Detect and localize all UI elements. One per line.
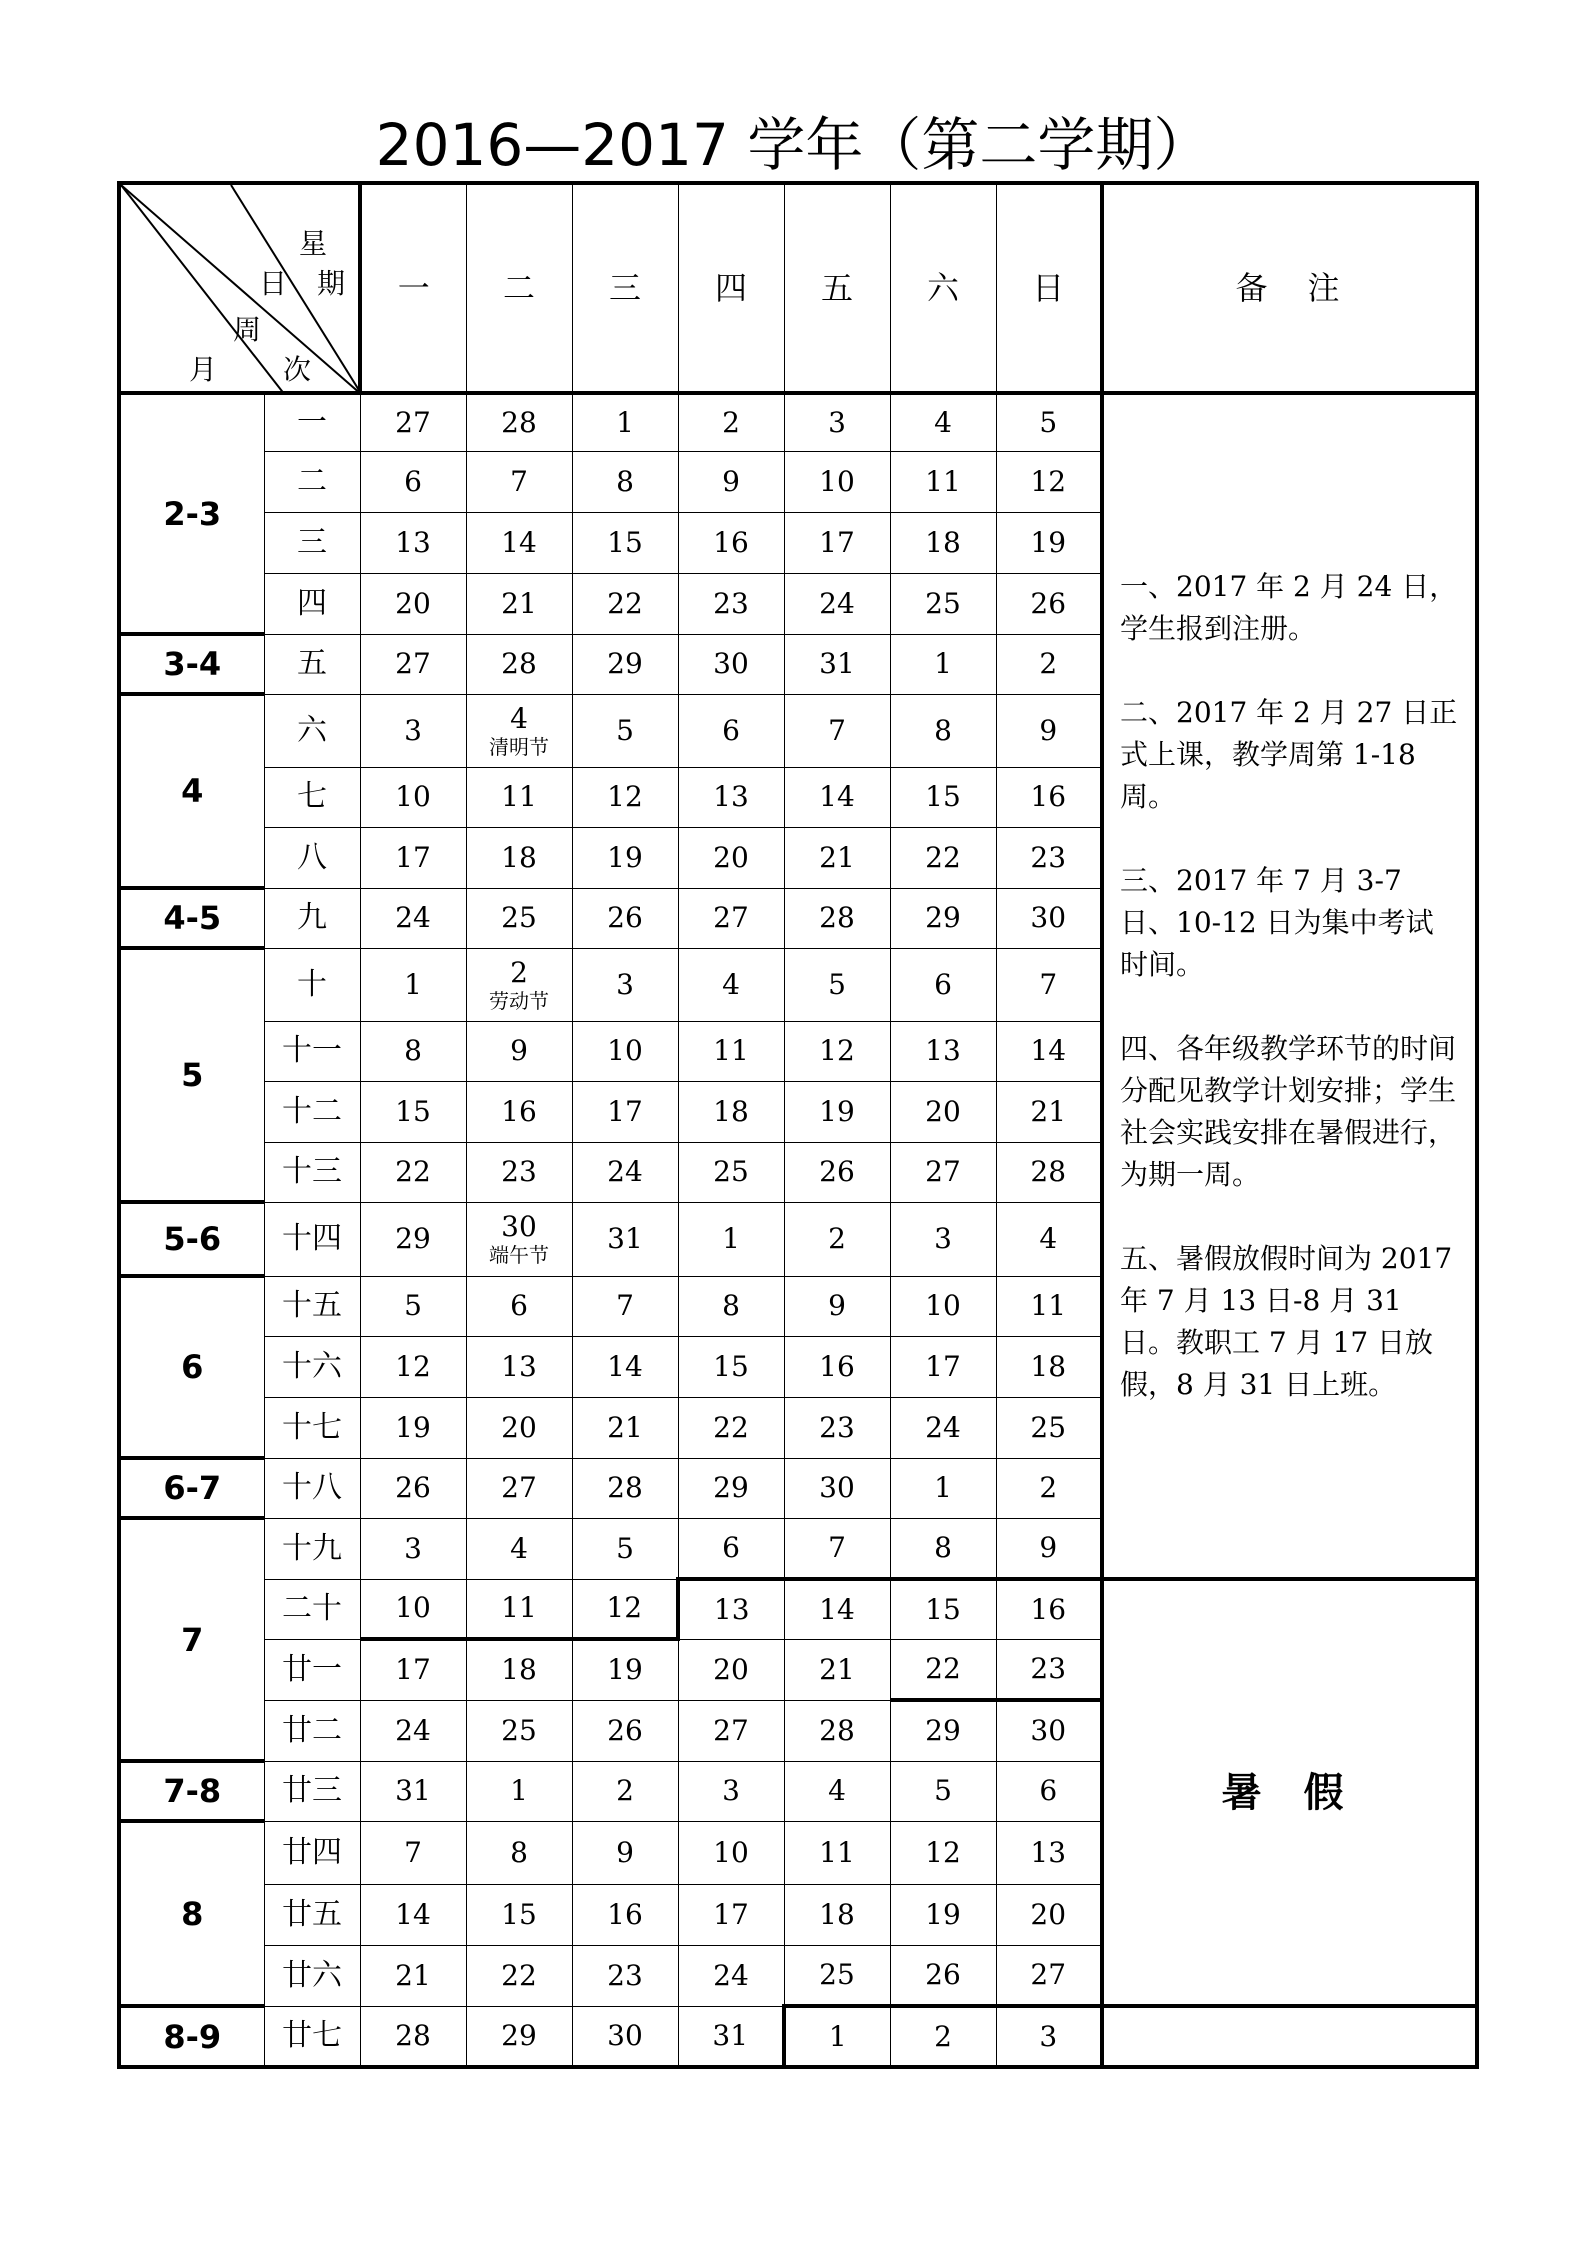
week-number-cell: 十一 (264, 1021, 360, 1081)
week-number-cell: 廿二 (264, 1700, 360, 1761)
date-cell: 7 (784, 1518, 890, 1579)
date-cell: 26 (996, 573, 1102, 634)
week-number-cell: 十 (264, 948, 360, 1021)
date-cell: 26 (572, 888, 678, 948)
date-cell: 28 (784, 888, 890, 948)
date-cell: 5 (996, 393, 1102, 451)
date-cell: 24 (360, 1700, 466, 1761)
date-cell: 29 (678, 1458, 784, 1518)
date-cell: 8 (572, 451, 678, 512)
remark-item: 四、各年级教学环节的时间分配见教学计划安排；学生社会实践安排在暑假进行，为期一周。 (1120, 1032, 1457, 1191)
date-cell: 17 (784, 512, 890, 573)
date-cell: 23 (784, 1397, 890, 1458)
month-cell: 2-3 (119, 393, 264, 634)
date-cell: 26 (572, 1700, 678, 1761)
date-cell: 20 (466, 1397, 572, 1458)
date-cell: 1 (784, 2006, 890, 2067)
week-number-cell: 廿一 (264, 1639, 360, 1700)
date-cell: 21 (784, 1639, 890, 1700)
header-row (119, 183, 1477, 393)
date-cell: 11 (784, 1821, 890, 1884)
date-cell: 13 (678, 767, 784, 827)
date-cell: 20 (996, 1884, 1102, 1945)
date-cell: 11 (466, 1579, 572, 1639)
date-cell: 23 (466, 1142, 572, 1202)
date-cell: 19 (360, 1397, 466, 1458)
day-header-sun: 日 (996, 183, 1102, 393)
date-cell: 5 (890, 1761, 996, 1821)
date-cell: 3 (360, 694, 466, 767)
date-cell: 30 (784, 1458, 890, 1518)
month-cell: 4-5 (119, 888, 264, 948)
day-header-thu: 四 (678, 183, 784, 393)
date-number: 4 (510, 701, 528, 735)
week-number-cell: 二 (264, 451, 360, 512)
date-cell: 5 (784, 948, 890, 1021)
date-cell: 3 (678, 1761, 784, 1821)
week-row (119, 2006, 1477, 2067)
week-number-cell: 十五 (264, 1276, 360, 1336)
date-cell: 1 (360, 948, 466, 1021)
date-cell: 29 (360, 1202, 466, 1276)
date-cell: 20 (360, 573, 466, 634)
week-number-cell: 十三 (264, 1142, 360, 1202)
date-cell: 9 (996, 694, 1102, 767)
remark-item: 一、2017 年 2 月 24 日，学生报到注册。 (1120, 570, 1458, 645)
date-cell: 10 (360, 1579, 466, 1639)
date-cell: 20 (890, 1081, 996, 1142)
date-cell: 31 (572, 1202, 678, 1276)
date-cell: 11 (466, 767, 572, 827)
date-cell: 9 (996, 1518, 1102, 1579)
date-cell: 12 (572, 767, 678, 827)
date-number: 30 (501, 1210, 537, 1243)
date-cell: 2 (678, 393, 784, 451)
date-cell: 26 (784, 1142, 890, 1202)
week-number-cell: 十六 (264, 1336, 360, 1397)
summer-vacation-cell: 暑 假 (1102, 1579, 1477, 2006)
week-number-cell: 六 (264, 694, 360, 767)
date-cell: 22 (572, 573, 678, 634)
date-cell: 21 (996, 1081, 1102, 1142)
date-cell: 14 (996, 1021, 1102, 1081)
date-cell: 23 (572, 1945, 678, 2006)
date-cell: 14 (360, 1884, 466, 1945)
date-cell: 27 (360, 393, 466, 451)
date-cell: 21 (466, 573, 572, 634)
date-cell: 16 (996, 767, 1102, 827)
calendar-table (117, 181, 1479, 2069)
date-cell: 10 (784, 451, 890, 512)
date-cell: 12 (784, 1021, 890, 1081)
week-number-cell: 十四 (264, 1202, 360, 1276)
month-cell: 5 (119, 948, 264, 1202)
date-cell: 18 (466, 1639, 572, 1700)
date-cell: 27 (678, 1700, 784, 1761)
date-cell: 30 (678, 634, 784, 694)
date-cell: 24 (890, 1397, 996, 1458)
date-cell: 7 (466, 451, 572, 512)
date-cell: 25 (996, 1397, 1102, 1458)
date-cell: 22 (466, 1945, 572, 2006)
date-cell: 1 (890, 1458, 996, 1518)
date-cell: 29 (890, 888, 996, 948)
date-cell: 18 (784, 1884, 890, 1945)
date-cell: 31 (678, 2006, 784, 2067)
week-number-cell: 一 (264, 393, 360, 451)
date-cell: 1 (572, 393, 678, 451)
date-cell: 22 (890, 1639, 996, 1700)
holiday-label: 清明节 (489, 734, 549, 759)
date-cell: 14 (466, 512, 572, 573)
date-cell: 8 (360, 1021, 466, 1081)
date-cell: 15 (890, 1579, 996, 1639)
date-cell: 3 (784, 393, 890, 451)
date-cell: 21 (360, 1945, 466, 2006)
week-row (119, 393, 1477, 451)
date-cell: 24 (784, 573, 890, 634)
date-cell: 29 (466, 2006, 572, 2067)
date-cell: 14 (784, 1579, 890, 1639)
month-cell: 8 (119, 1821, 264, 2006)
date-cell: 5 (572, 1518, 678, 1579)
date-cell: 24 (572, 1142, 678, 1202)
date-cell: 9 (572, 1821, 678, 1884)
date-cell: 6 (360, 451, 466, 512)
week-number-cell: 二十 (264, 1579, 360, 1639)
date-cell: 8 (678, 1276, 784, 1336)
date-cell: 19 (572, 827, 678, 888)
date-cell: 7 (784, 694, 890, 767)
date-cell: 7 (572, 1276, 678, 1336)
date-cell (466, 694, 572, 767)
week-number-cell: 九 (264, 888, 360, 948)
date-cell: 25 (678, 1142, 784, 1202)
date-cell (466, 948, 572, 1021)
date-cell: 16 (784, 1336, 890, 1397)
date-cell: 4 (890, 393, 996, 451)
week-number-cell: 廿四 (264, 1821, 360, 1884)
date-cell: 12 (572, 1579, 678, 1639)
date-cell: 31 (784, 634, 890, 694)
date-cell: 25 (466, 1700, 572, 1761)
date-cell: 23 (678, 573, 784, 634)
date-cell: 17 (360, 827, 466, 888)
empty-remarks-cell (1102, 2006, 1477, 2067)
date-cell: 7 (996, 948, 1102, 1021)
date-cell: 9 (466, 1021, 572, 1081)
date-cell: 21 (784, 827, 890, 888)
date-cell: 27 (996, 1945, 1102, 2006)
date-cell: 14 (572, 1336, 678, 1397)
date-cell: 8 (890, 1518, 996, 1579)
date-cell: 27 (890, 1142, 996, 1202)
date-cell: 5 (572, 694, 678, 767)
date-cell: 27 (466, 1458, 572, 1518)
week-number-cell: 十七 (264, 1397, 360, 1458)
date-cell: 9 (784, 1276, 890, 1336)
week-number-cell: 十八 (264, 1458, 360, 1518)
date-number: 2 (510, 955, 528, 989)
date-cell: 1 (678, 1202, 784, 1276)
date-cell: 15 (466, 1884, 572, 1945)
date-cell: 15 (572, 512, 678, 573)
date-cell: 16 (678, 512, 784, 573)
date-cell: 28 (996, 1142, 1102, 1202)
page-title: 2016—2017 学年（第二学期） (375, 111, 1212, 179)
date-cell: 2 (784, 1202, 890, 1276)
corner-header (119, 183, 360, 393)
date-cell: 30 (996, 888, 1102, 948)
date-cell: 3 (572, 948, 678, 1021)
date-cell: 24 (678, 1945, 784, 2006)
date-cell: 1 (890, 634, 996, 694)
date-cell: 19 (890, 1884, 996, 1945)
corner-label-xing: 星 (299, 227, 328, 260)
date-cell: 8 (890, 694, 996, 767)
date-cell: 18 (996, 1336, 1102, 1397)
date-cell: 28 (572, 1458, 678, 1518)
remark-item: 五、暑假放假时间为 2017 年 7 月 13 日-8 月 31 日。教职工 7 月 17 日放假，8 月 31 日上班。 (1120, 1242, 1453, 1401)
date-cell: 16 (996, 1579, 1102, 1639)
corner-label-zhou: 周 (233, 313, 262, 346)
date-cell: 29 (572, 634, 678, 694)
date-cell: 19 (996, 512, 1102, 573)
week-number-cell: 五 (264, 634, 360, 694)
day-header-mon: 一 (360, 183, 466, 393)
week-number-cell: 廿三 (264, 1761, 360, 1821)
date-cell: 20 (678, 827, 784, 888)
date-cell: 18 (890, 512, 996, 573)
date-cell: 11 (890, 451, 996, 512)
month-cell: 4 (119, 694, 264, 888)
date-cell: 6 (678, 1518, 784, 1579)
date-cell: 17 (678, 1884, 784, 1945)
remarks-cell (1102, 393, 1477, 1579)
date-cell: 9 (678, 451, 784, 512)
corner-label-yue: 月 (189, 353, 218, 386)
week-number-cell: 十二 (264, 1081, 360, 1142)
date-cell: 19 (784, 1081, 890, 1142)
date-cell: 8 (466, 1821, 572, 1884)
date-cell: 2 (890, 2006, 996, 2067)
date-cell: 12 (360, 1336, 466, 1397)
date-cell: 22 (890, 827, 996, 888)
corner-label-ci: 次 (283, 353, 312, 386)
date-cell: 4 (466, 1518, 572, 1579)
corner-label-qi: 期 (317, 267, 346, 300)
date-cell: 12 (890, 1821, 996, 1884)
date-cell: 11 (678, 1021, 784, 1081)
date-cell: 25 (784, 1945, 890, 2006)
date-cell: 12 (996, 451, 1102, 512)
week-number-cell: 七 (264, 767, 360, 827)
date-cell: 18 (678, 1081, 784, 1142)
date-cell: 25 (890, 573, 996, 634)
week-number-cell: 四 (264, 573, 360, 634)
date-cell: 13 (678, 1579, 784, 1639)
date-cell: 10 (890, 1276, 996, 1336)
date-cell: 2 (572, 1761, 678, 1821)
date-cell: 17 (572, 1081, 678, 1142)
date-cell: 13 (360, 512, 466, 573)
date-cell: 28 (466, 393, 572, 451)
date-cell: 10 (572, 1021, 678, 1081)
week-row (119, 1579, 1477, 1639)
date-cell: 6 (466, 1276, 572, 1336)
date-cell: 27 (678, 888, 784, 948)
month-cell: 8-9 (119, 2006, 264, 2067)
date-cell: 28 (360, 2006, 466, 2067)
week-number-cell: 廿七 (264, 2006, 360, 2067)
date-cell: 18 (466, 827, 572, 888)
date-cell: 27 (360, 634, 466, 694)
date-cell: 4 (784, 1761, 890, 1821)
remark-item: 二、2017 年 2 月 27 日正式上课，教学周第 1-18 周。 (1120, 696, 1458, 813)
date-cell: 22 (678, 1397, 784, 1458)
holiday-label: 劳动节 (489, 988, 549, 1013)
date-cell: 26 (890, 1945, 996, 2006)
date-cell: 22 (360, 1142, 466, 1202)
date-cell: 11 (996, 1276, 1102, 1336)
date-cell: 30 (996, 1700, 1102, 1761)
date-cell: 14 (784, 767, 890, 827)
date-cell: 3 (360, 1518, 466, 1579)
date-cell (466, 1202, 572, 1276)
date-cell: 19 (572, 1639, 678, 1700)
day-header-sat: 六 (890, 183, 996, 393)
date-cell: 13 (996, 1821, 1102, 1884)
date-cell: 10 (678, 1821, 784, 1884)
date-cell: 7 (360, 1821, 466, 1884)
date-cell: 6 (678, 694, 784, 767)
date-cell: 13 (466, 1336, 572, 1397)
date-cell: 6 (996, 1761, 1102, 1821)
month-cell: 6 (119, 1276, 264, 1458)
date-cell: 23 (996, 1639, 1102, 1700)
month-cell: 5-6 (119, 1202, 264, 1276)
holiday-label: 端午节 (489, 1243, 549, 1267)
date-cell: 28 (784, 1700, 890, 1761)
date-cell: 30 (572, 2006, 678, 2067)
date-cell: 5 (360, 1276, 466, 1336)
remarks-header: 备 注 (1102, 183, 1477, 393)
date-cell: 17 (360, 1639, 466, 1700)
date-cell: 1 (466, 1761, 572, 1821)
date-cell: 2 (996, 634, 1102, 694)
date-cell: 4 (678, 948, 784, 1021)
corner-label-ri: 日 (259, 267, 288, 300)
date-cell: 15 (678, 1336, 784, 1397)
remark-item: 三、2017 年 7 月 3-7 日、10-12 日为集中考试时间。 (1120, 864, 1434, 981)
month-cell: 7 (119, 1518, 264, 1761)
date-cell: 29 (890, 1700, 996, 1761)
date-cell: 28 (466, 634, 572, 694)
date-cell: 31 (360, 1761, 466, 1821)
week-number-cell: 廿五 (264, 1884, 360, 1945)
date-cell: 23 (996, 827, 1102, 888)
day-header-tue: 二 (466, 183, 572, 393)
day-header-fri: 五 (784, 183, 890, 393)
date-cell: 15 (360, 1081, 466, 1142)
date-cell: 21 (572, 1397, 678, 1458)
date-cell: 16 (466, 1081, 572, 1142)
date-cell: 10 (360, 767, 466, 827)
date-cell: 6 (890, 948, 996, 1021)
month-cell: 3-4 (119, 634, 264, 694)
week-number-cell: 廿六 (264, 1945, 360, 2006)
date-cell: 15 (890, 767, 996, 827)
date-cell: 13 (890, 1021, 996, 1081)
date-cell: 3 (996, 2006, 1102, 2067)
week-number-cell: 三 (264, 512, 360, 573)
date-cell: 4 (996, 1202, 1102, 1276)
date-cell: 20 (678, 1639, 784, 1700)
month-cell: 7-8 (119, 1761, 264, 1821)
month-cell: 6-7 (119, 1458, 264, 1518)
date-cell: 17 (890, 1336, 996, 1397)
date-cell: 3 (890, 1202, 996, 1276)
date-cell: 25 (466, 888, 572, 948)
day-header-wed: 三 (572, 183, 678, 393)
week-number-cell: 十九 (264, 1518, 360, 1579)
date-cell: 26 (360, 1458, 466, 1518)
week-number-cell: 八 (264, 827, 360, 888)
date-cell: 24 (360, 888, 466, 948)
date-cell: 16 (572, 1884, 678, 1945)
date-cell: 2 (996, 1458, 1102, 1518)
